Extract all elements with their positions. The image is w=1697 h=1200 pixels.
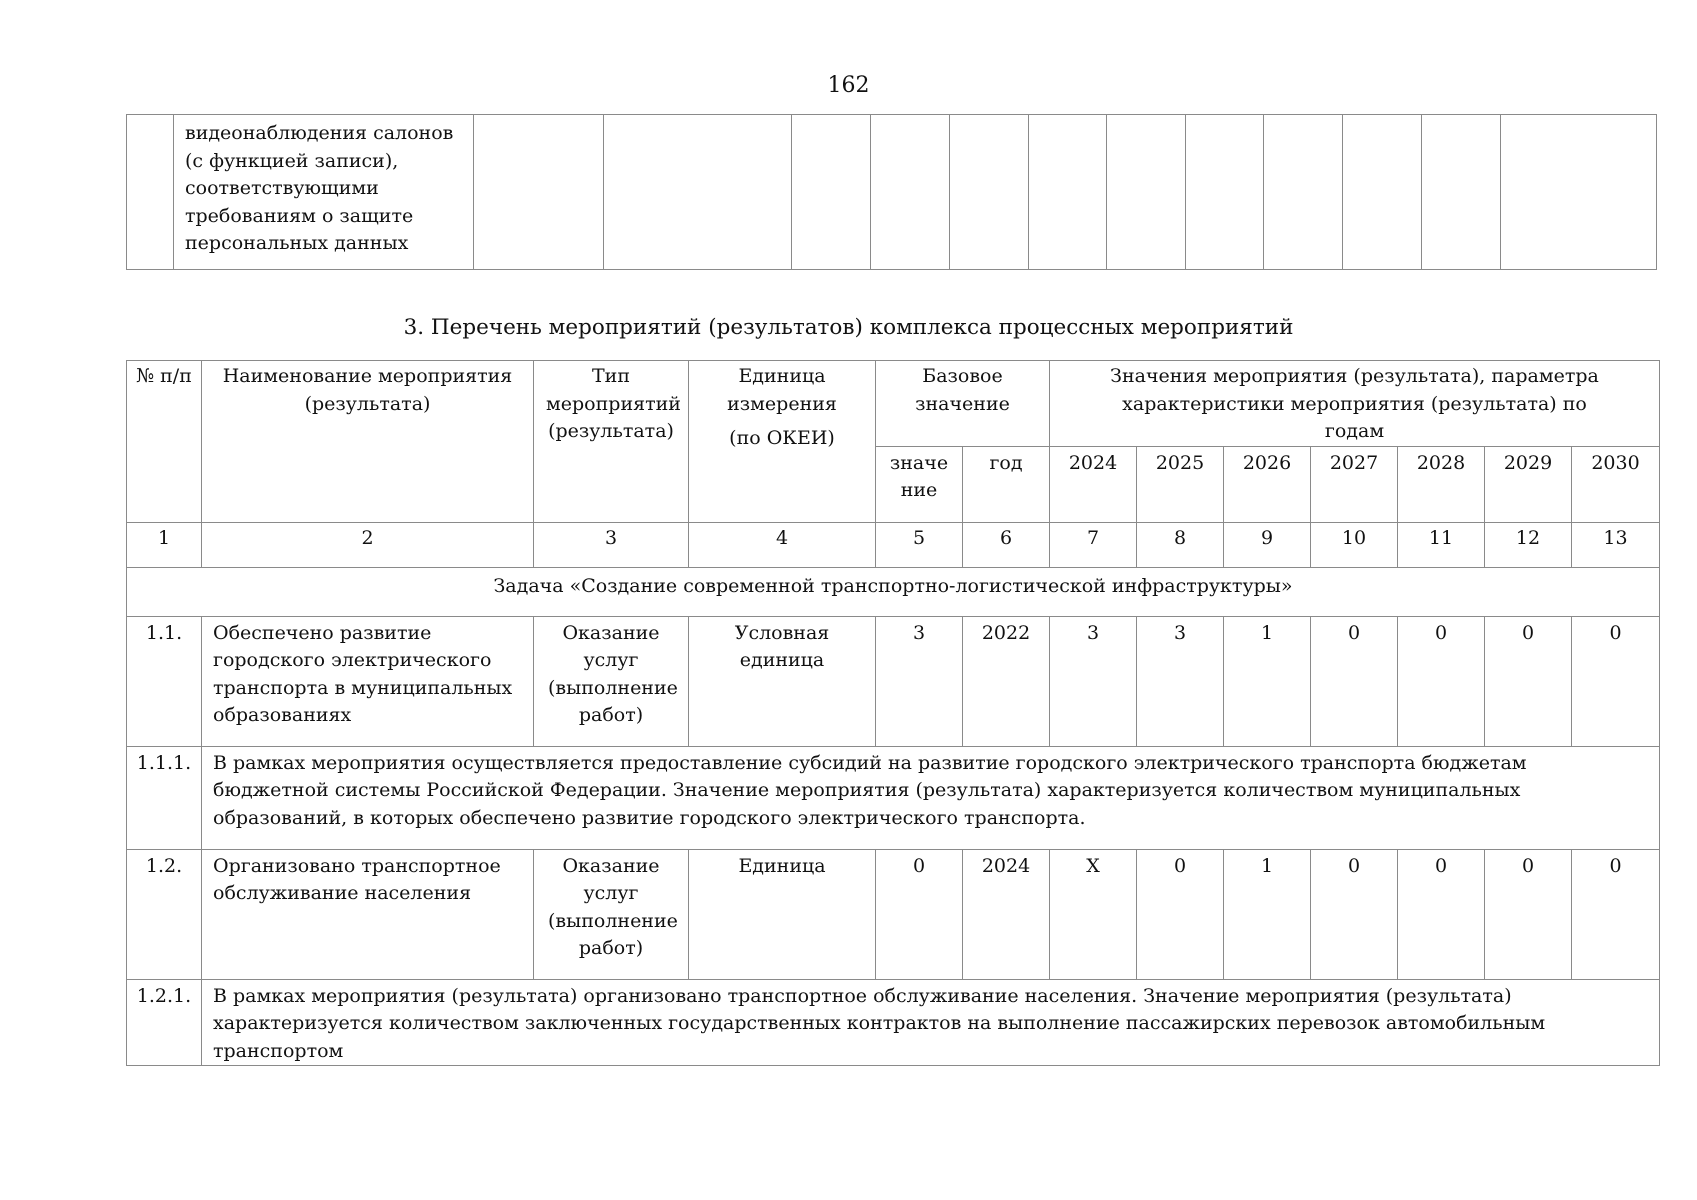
column-number: 12	[1485, 522, 1572, 567]
row-unit: Условная единица	[689, 616, 876, 746]
column-number: 7	[1050, 522, 1137, 567]
row-type: Оказание услуг (выполнение работ)	[534, 616, 689, 746]
row-value-2026: 1	[1224, 849, 1311, 979]
description-text: В рамках мероприятия осуществляется предоставление субсидий на развитие городского электрического транспорта бюджетам бюджетной системы Российской Федерации. Значение мероприятия (результата) характеризуется количеством муниципальных образований, в которых обеспечено развитие городского электрического транспорта.	[202, 746, 1660, 849]
column-number: 2	[202, 522, 534, 567]
header-base: Базовое значение	[876, 361, 1050, 447]
header-year-2025: 2025	[1137, 446, 1224, 522]
measures-table	[126, 360, 1660, 1066]
header-type: Тип мероприятий (результата)	[534, 361, 689, 523]
header-year-2027: 2027	[1311, 446, 1398, 522]
header-year-2030: 2030	[1572, 446, 1660, 522]
header-row-top	[127, 361, 1660, 447]
task-row	[127, 567, 1660, 616]
continuation-text: видеонаблюдения салонов (с функцией записи), соответствующими требованиям о защите персональных данных	[185, 122, 454, 254]
description-row	[127, 746, 1660, 849]
header-values-by-year: Значения мероприятия (результата), параметра характеристики мероприятия (результата) по годам	[1050, 361, 1660, 447]
header-name: Наименование мероприятия (результата)	[202, 361, 534, 523]
column-number: 11	[1398, 522, 1485, 567]
column-number: 6	[963, 522, 1050, 567]
description-num: 1.1.1.	[127, 746, 202, 849]
column-number: 4	[689, 522, 876, 567]
continuation-row	[127, 115, 1657, 270]
row-value-2030: 0	[1572, 616, 1660, 746]
header-year-2026: 2026	[1224, 446, 1311, 522]
column-number: 8	[1137, 522, 1224, 567]
column-number: 5	[876, 522, 963, 567]
row-base-year: 2022	[963, 616, 1050, 746]
table-row	[127, 616, 1660, 746]
row-unit: Единица	[689, 849, 876, 979]
header-year-2028: 2028	[1398, 446, 1485, 522]
task-title: Задача «Создание современной транспортно-логистической инфраструктуры»	[127, 567, 1660, 616]
row-value-2027: 0	[1311, 616, 1398, 746]
row-value-2029: 0	[1485, 616, 1572, 746]
description-text: В рамках мероприятия (результата) организовано транспортное обслуживание населения. Значение мероприятия (результата) характеризуется количеством заключенных государственных контрактов на выполнение пассажирских перевозок автомобильным транспортом	[202, 979, 1660, 1066]
row-value-2029: 0	[1485, 849, 1572, 979]
continuation-table	[126, 114, 1657, 270]
row-name: Организовано транспортное обслуживание населения	[202, 849, 534, 979]
column-number: 3	[534, 522, 689, 567]
row-value-2025: 3	[1137, 616, 1224, 746]
row-value-2027: 0	[1311, 849, 1398, 979]
row-type: Оказание услуг (выполнение работ)	[534, 849, 689, 979]
header-num: № п/п	[127, 361, 202, 523]
column-number: 13	[1572, 522, 1660, 567]
row-value-2026: 1	[1224, 616, 1311, 746]
row-num: 1.1.	[127, 616, 202, 746]
header-year-2029: 2029	[1485, 446, 1572, 522]
row-value-2030: 0	[1572, 849, 1660, 979]
row-base-value: 3	[876, 616, 963, 746]
header-year-2024: 2024	[1050, 446, 1137, 522]
description-num: 1.2.1.	[127, 979, 202, 1066]
column-number: 1	[127, 522, 202, 567]
row-value-2024: X	[1050, 849, 1137, 979]
header-base-value: значение	[876, 446, 963, 522]
column-numbers-row	[127, 522, 1660, 567]
header-unit: Единица измерения (по ОКЕИ)	[689, 361, 876, 523]
row-base-year: 2024	[963, 849, 1050, 979]
header-base-year: год	[963, 446, 1050, 522]
row-base-value: 0	[876, 849, 963, 979]
row-value-2028: 0	[1398, 616, 1485, 746]
row-name: Обеспечено развитие городского электрического транспорта в муниципальных образованиях	[202, 616, 534, 746]
column-number: 10	[1311, 522, 1398, 567]
row-value-2025: 0	[1137, 849, 1224, 979]
row-value-2028: 0	[1398, 849, 1485, 979]
page-number: 162	[827, 73, 870, 98]
row-value-2024: 3	[1050, 616, 1137, 746]
description-row	[127, 979, 1660, 1066]
table-row	[127, 849, 1660, 979]
section-title: 3. Перечень мероприятий (результатов) комплекса процессных мероприятий	[403, 315, 1294, 340]
column-number: 9	[1224, 522, 1311, 567]
row-num: 1.2.	[127, 849, 202, 979]
